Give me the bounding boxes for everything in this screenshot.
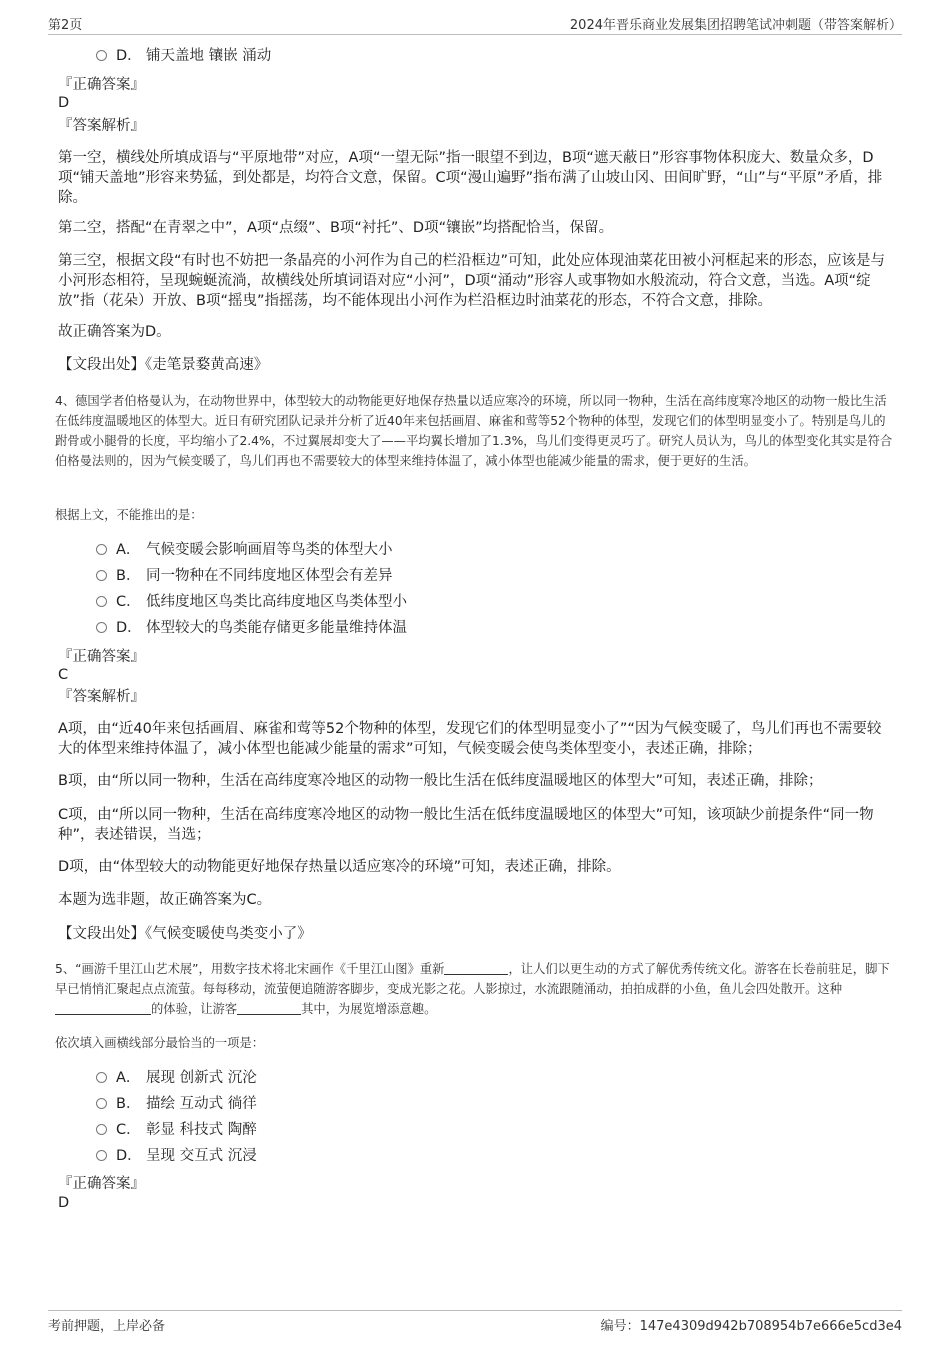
q3-analysis-p3: 第三空，根据文段“有时也不妨把一条晶亮的小河作为自己的栏沿框边”可知，此处应体现油菜花田被小河框起来的形态，应该是与小河形态相符，呈现蜿蜒流淌，故横线处所填词语对应“小河”，D项“涌动”形容人或事物如水般流动，符合文意，当选。A项“绽放”指（花朵）开放、B项“摇曳”指摇荡，均不能体现出小河作为栏沿框边时油菜花的形态，不符合文意，排除。 (58, 253, 886, 309)
q4-prompt: 根据上文，不能推出的是： (55, 508, 203, 522)
q4-option-a[interactable]: A． 气候变暖会影响画眉等鸟类的体型大小 (96, 540, 393, 560)
q4-analysis-p2: B项，由“所以同一物种，生活在高纬度寒冷地区的动物一般比生活在低纬度温暖地区的体型大”可知，表述正确，排除； (58, 773, 823, 789)
q4-option-c[interactable]: C． 低纬度地区鸟类比高纬度地区鸟类体型小 (96, 592, 407, 612)
q4-option-d[interactable]: D． 体型较大的鸟类能存储更多能量维持体温 (96, 618, 407, 638)
radio-icon[interactable] (96, 50, 107, 61)
q3-answer: D (58, 95, 70, 111)
q5-option-b[interactable]: B． 描绘 互动式 徜徉 (96, 1094, 257, 1114)
q5-option-a[interactable]: A． 展现 创新式 沉沦 (96, 1068, 257, 1088)
radio-icon[interactable] (96, 1072, 107, 1083)
q5-answer: D (58, 1195, 70, 1211)
q4-answer-label: 『正确答案』 (58, 649, 145, 665)
radio-icon[interactable] (96, 1150, 107, 1161)
page-header (48, 12, 902, 35)
q4-analysis-p5: 本题为选非题，故正确答案为C。 (58, 892, 272, 908)
q4-analysis-p3: C项，由“所以同一物种，生活在高纬度寒冷地区的动物一般比生活在低纬度温暖地区的体型大”可知，该项缺少前提条件“同一物种”，表述错误，当选； (58, 807, 874, 843)
q5-stem: 5、“画游千里江山艺术展”，用数字技术将北宋画作《千里江山图》重新 ，让人们以更生动的方式了解优秀传统文化。游客在长卷前驻足，脚下早已悄悄汇聚起点点流萤。每每移动，流萤便追随游客脚步，变成光影之花。人影掠过，水流跟随涌动，拍拍成群的小鱼，鱼儿会四处散开。这种的体验，让游客 其中，为展览增添意趣。 (55, 962, 890, 1016)
q3-analysis-label: 『答案解析』 (58, 118, 145, 134)
blank-1 (444, 962, 508, 975)
q4-stem: 4、德国学者伯格曼认为，在动物世界中，体型较大的动物能更好地保存热量以适应寒冷的环境，所以同一物种，生活在高纬度寒冷地区的动物一般比生活在低纬度温暖地区的体型大。近日有研究团队记录并分析了近40年来包括画眉、麻雀和莺等52个物种的体型，发现它们的体型明显变小了。特别是鸟儿的跗骨或小腿骨的长度，平均缩小了2.4%，不过翼展却变大了——平均翼长增加了1.3%，鸟儿们变得更灵巧了。研究人员认为，鸟儿的体型变化其实是符合伯格曼法则的，因为气候变暖了，鸟儿们再也不需要较大的体型来维持体温了，减小体型也能减少能量的需求，便于更好的生活。 (55, 394, 893, 468)
radio-icon[interactable] (96, 622, 107, 633)
blank-2 (55, 1002, 151, 1015)
q3-analysis-p4: 故正确答案为D。 (58, 324, 171, 340)
radio-icon[interactable] (96, 1098, 107, 1109)
blank-3 (237, 1002, 301, 1015)
page-number: 第2页 (48, 18, 83, 33)
radio-icon[interactable] (96, 596, 107, 607)
page-footer (48, 1310, 902, 1335)
q3-source: 【文段出处】《走笔景婺黄高速》 (58, 357, 269, 373)
q3-analysis-p2: 第二空，搭配“在青翠之中”，A项“点缀”、B项“衬托”、D项“镶嵌”均搭配恰当，保留。 (58, 220, 614, 236)
q4-analysis-p4: D项，由“体型较大的动物能更好地保存热量以适应寒冷的环境”可知，表述正确，排除。 (58, 859, 621, 875)
q5-answer-label: 『正确答案』 (58, 1176, 145, 1192)
q3-answer-label: 『正确答案』 (58, 77, 145, 93)
radio-icon[interactable] (96, 570, 107, 581)
q4-option-b[interactable]: B． 同一物种在不同纬度地区体型会有差异 (96, 566, 393, 586)
q3-analysis-p1: 第一空，横线处所填成语与“平原地带”对应，A项“一望无际”指一眼望不到边，B项“遮天蔽日”形容事物体积庞大、数量众多，D项“铺天盖地”形容来势猛，到处都是，均符合文意，保留。C项“漫山遍野”指布满了山坡山冈、田间旷野，“山”与“平原”矛盾，排除。 (58, 150, 883, 206)
footer-slogan: 考前押题，上岸必备 (48, 1319, 166, 1334)
q4-source: 【文段出处】《气候变暖使鸟类变小了》 (58, 926, 312, 942)
q4-analysis-label: 『答案解析』 (58, 689, 145, 705)
radio-icon[interactable] (96, 1124, 107, 1135)
q4-analysis-p1: A项，由“近40年来包括画眉、麻雀和莺等52个物种的体型，发现它们的体型明显变小了”“因为气候变暖了，鸟儿们再也不需要较大的体型来维持体温了，减小体型也能减少能量的需求”可知，气候变暖会使鸟类体型变小，表述正确，排除； (58, 721, 882, 757)
radio-icon[interactable] (96, 544, 107, 555)
q3-option-d[interactable]: D． 铺天盖地 镶嵌 涌动 (96, 46, 271, 66)
document-code: 编号：147e4309d942b708954b7e666e5cd3e4 (600, 1319, 902, 1334)
q5-option-d[interactable]: D． 呈现 交互式 沉浸 (96, 1146, 257, 1166)
q4-answer: C (58, 667, 69, 683)
q5-option-c[interactable]: C． 彰显 科技式 陶醉 (96, 1120, 257, 1140)
q5-prompt: 依次填入画横线部分最恰当的一项是： (55, 1036, 265, 1050)
document-title: 2024年晋乐商业发展集团招聘笔试冲刺题（带答案解析） (569, 18, 902, 33)
